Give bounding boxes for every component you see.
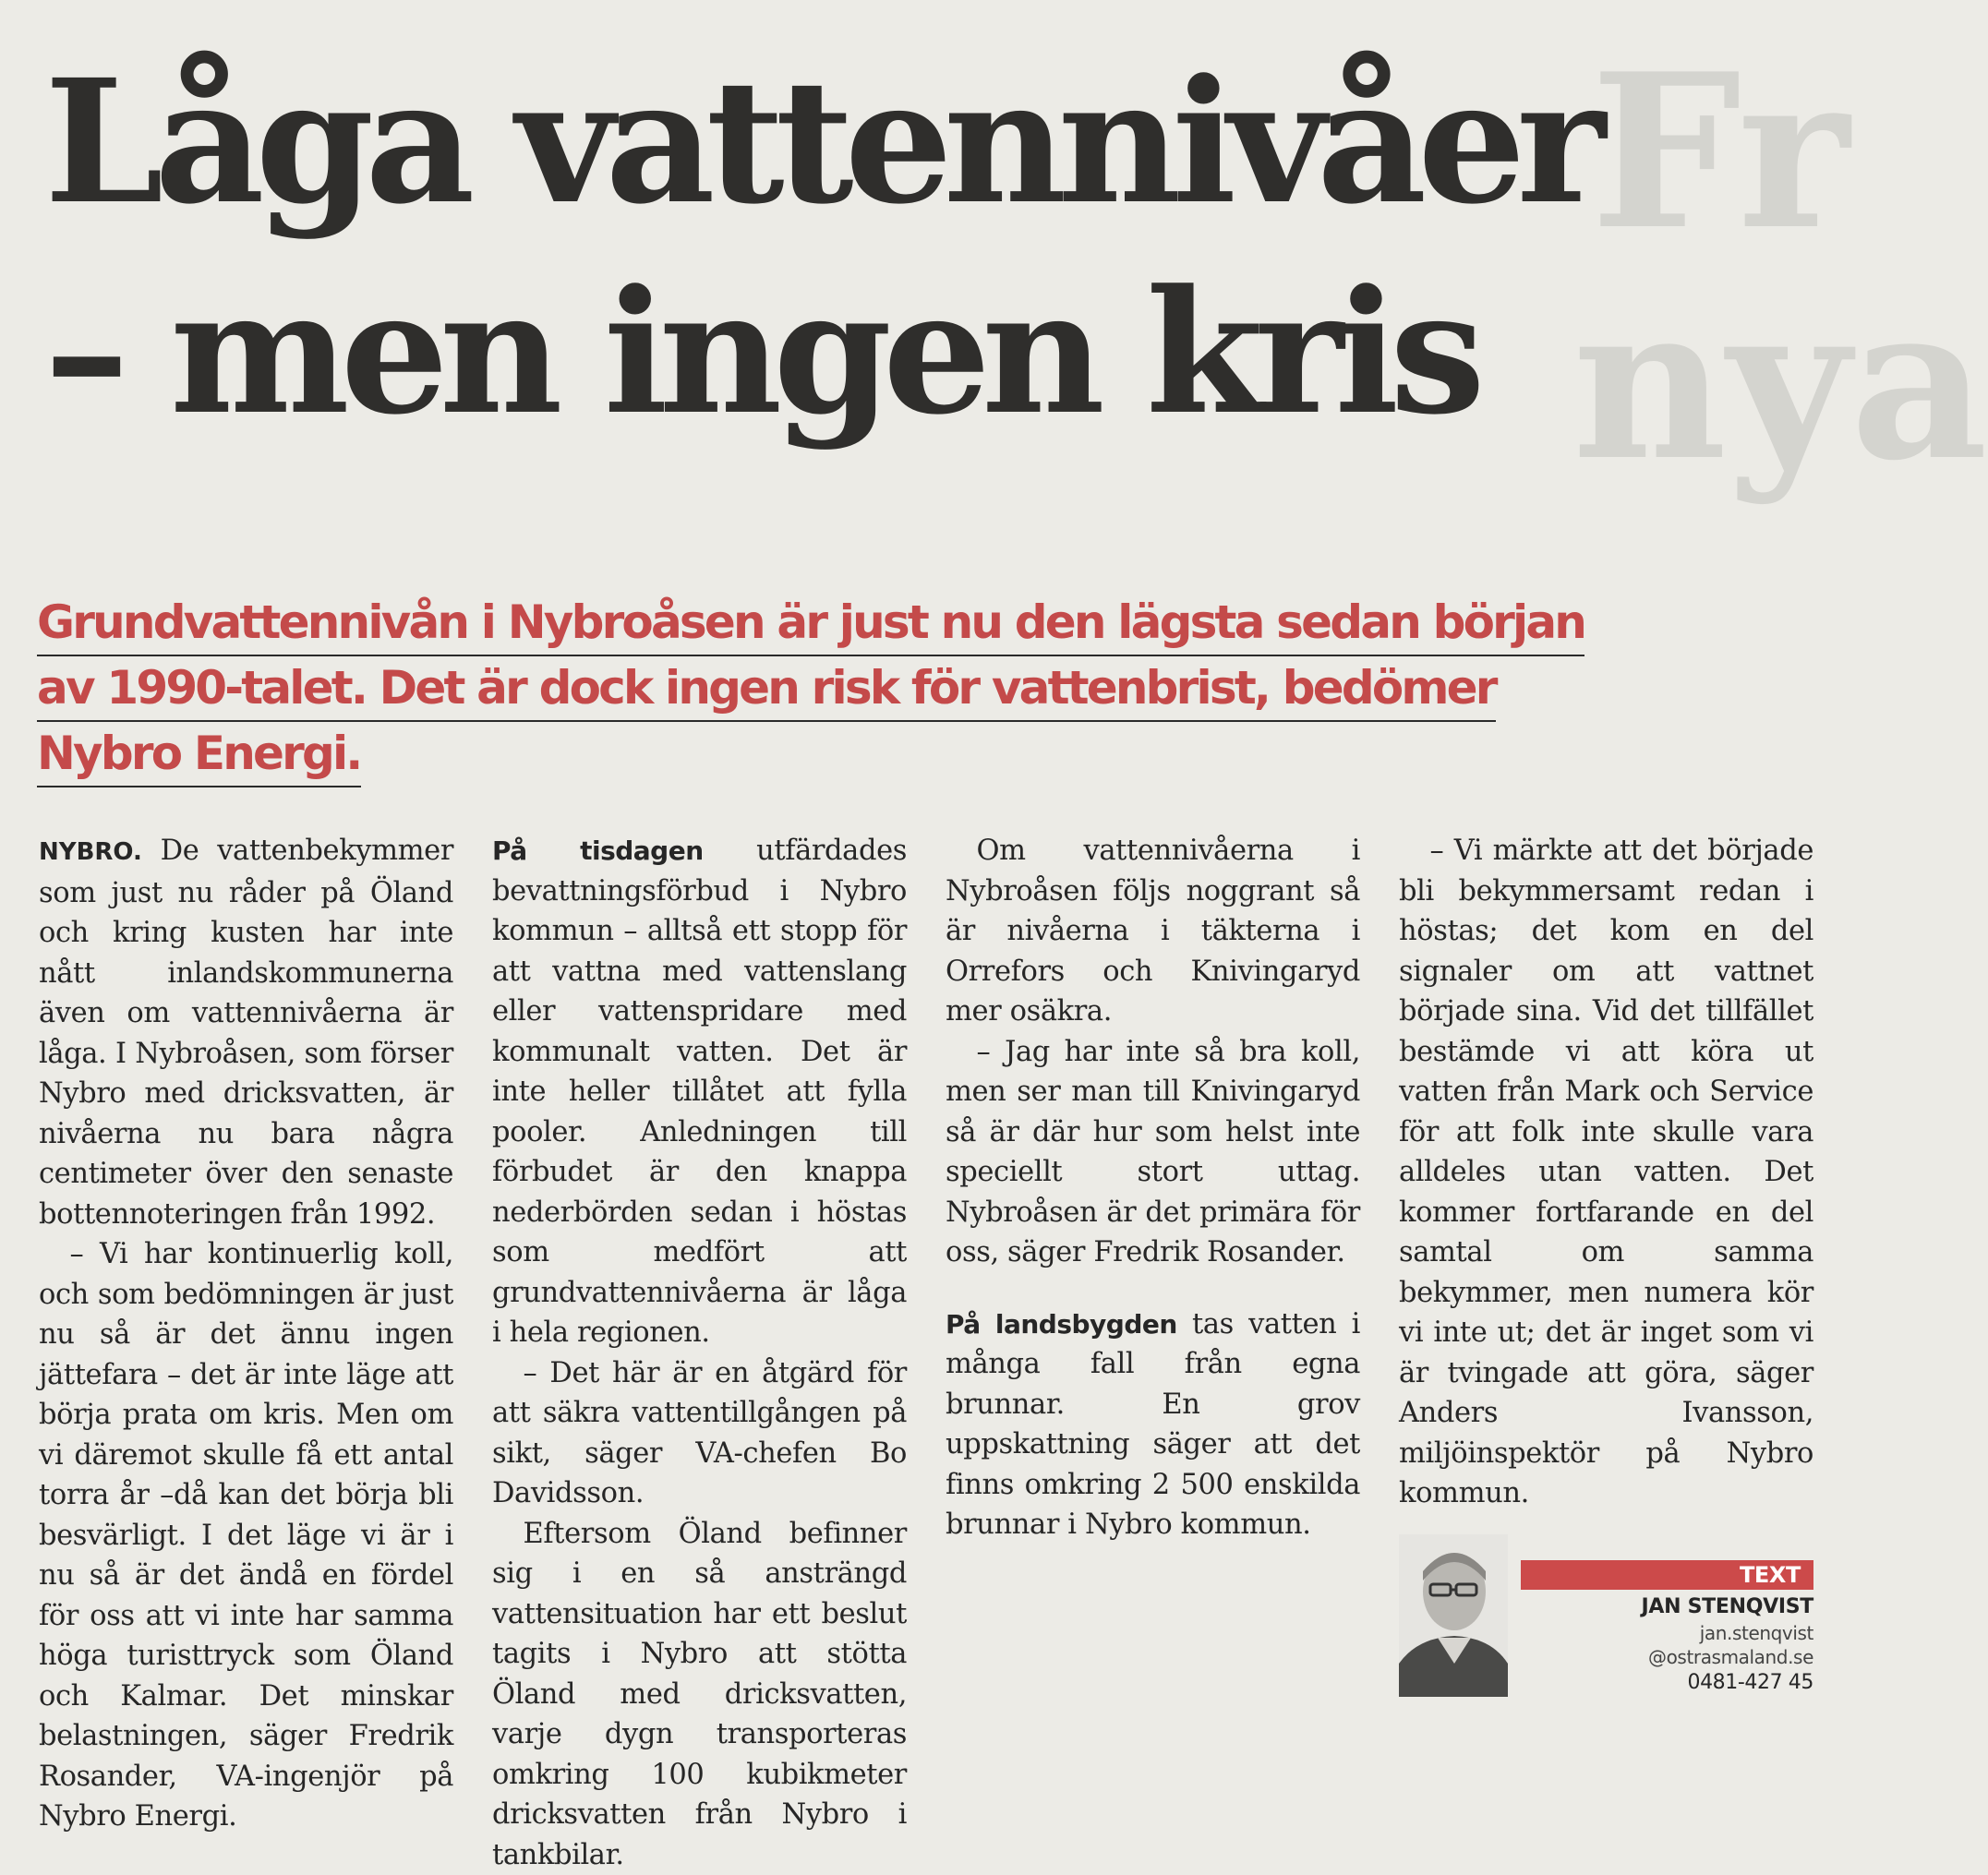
column-2 [492,831,907,1846]
paragraph [946,1304,1360,1545]
author-phone: 0481-427 45 [1521,1669,1813,1697]
article-columns [39,831,1821,1846]
headline [44,37,1688,458]
paragraph: Om vattennivåerna i Nybroåsen följs noggrant så är nivåerna i täkterna i Orrefors och Knivingaryd mer osäkra. [946,831,1360,1032]
paragraph [39,831,453,1234]
author-portrait-icon [1399,1534,1508,1697]
paragraph: – Vi har kontinuerlig koll, och som bedömningen är just nu så är det ännu ingen jättefara – det är inte läge att börja prata om kris. Men om vi däremot skulle få ett antal torra år –då kan det börja bli besvärligt. I det läge vi är i nu så är det ändå en fördel för oss att vi inte har samma höga turisttryck som Öland och Kalmar. Det minskar belastningen, säger Fredrik Rosander, VA-ingenjör på Nybro Energi. [39,1234,453,1837]
ingress-line-3: Nybro Energi. [37,722,361,787]
ingress-line-2: av 1990-talet. Det är dock ingen risk för vattenbrist, bedömer [37,656,1496,722]
paragraph: – Vi märkte att det började bli bekymmersamt redan i höstas; det kom en del signaler om att vattnet började sina. Vid det tillfället bestämde vi att köra ut vatten från Mark och Service för att folk inte skulle vara alldeles utan vatten. Det kommer fortfarande en del samtal om samma bekymmer, men numera kör vi inte ut; det är inget som vi är tvingade att göra, säger Anders Ivansson, miljöinspektör på Nybro kommun. [1399,831,1813,1514]
paragraph: Eftersom Öland befinner sig i en så ansträngd vattensituation har ett beslut tagits i Nybro att stötta Öland med dricksvatten, varje dygn transporteras omkring 100 kubikmeter dricksvatten från Nybro i tankbilar. [492,1514,907,1875]
ingress [37,591,1837,787]
neighbour-page-bleed: Fr nya [1572,37,1849,554]
byline-tag: TEXT [1521,1560,1813,1590]
section-lead-in: På landsbygden [946,1309,1177,1340]
column-3 [946,831,1360,1846]
byline-details [1521,1560,1813,1697]
paragraph: – Jag har inte så bra koll, men ser man till Knivingaryd så är där hur som helst inte speciellt stort uttag. Nybroåsen är det primära för oss, säger Fredrik Rosander. [946,1032,1360,1273]
ingress-line-1: Grundvattennivån i Nybroåsen är just nu den lägsta sedan början [37,591,1584,656]
section-lead-in: På tisdagen [492,835,704,866]
column-4 [1399,831,1813,1846]
dateline: NYBRO. [39,838,142,866]
headline-line-2: – men ingen kris [44,247,1688,458]
byline [1399,1534,1813,1697]
headline-line-1: Låga vattennivåer [44,37,1688,247]
author-name: JAN STENQVIST [1521,1593,1813,1621]
paragraph-text: tas vatten i många fall från egna brunnar. En grov uppskattning säger att det finns omkring 2 500 enskilda brunnar i Nybro kommun. [946,1308,1360,1542]
paragraph: – Det här är en åtgärd för att säkra vattentillgången på sikt, säger VA-chefen Bo Davidsson. [492,1353,907,1514]
paragraph [492,831,907,1353]
author-email-domain: @ostrasmaland.se [1521,1645,1813,1669]
paragraph-text: De vattenbekymmer som just nu råder på Öland och kring kusten har inte nått inlandskommunerna även om vattennivåerna är låga. I Nybroåsen, som förser Nybro med dricksvatten, är nivåerna nu bara några centimeter över den senaste bottennoteringen från 1992. [39,835,453,1231]
paragraph-text: utfärdades bevattningsförbud i Nybro kommun – alltså ett stopp för att vattna med vattenslang eller vattenspridare med kommunalt vatten. Det är inte heller tillåtet att fylla pooler. Anledningen till förbudet är den knappa nederbörden sedan i höstas som medfört att grundvattennivåerna är låga i hela regionen. [492,835,907,1349]
column-1 [39,831,453,1846]
author-email-user: jan.stenqvist [1521,1621,1813,1645]
